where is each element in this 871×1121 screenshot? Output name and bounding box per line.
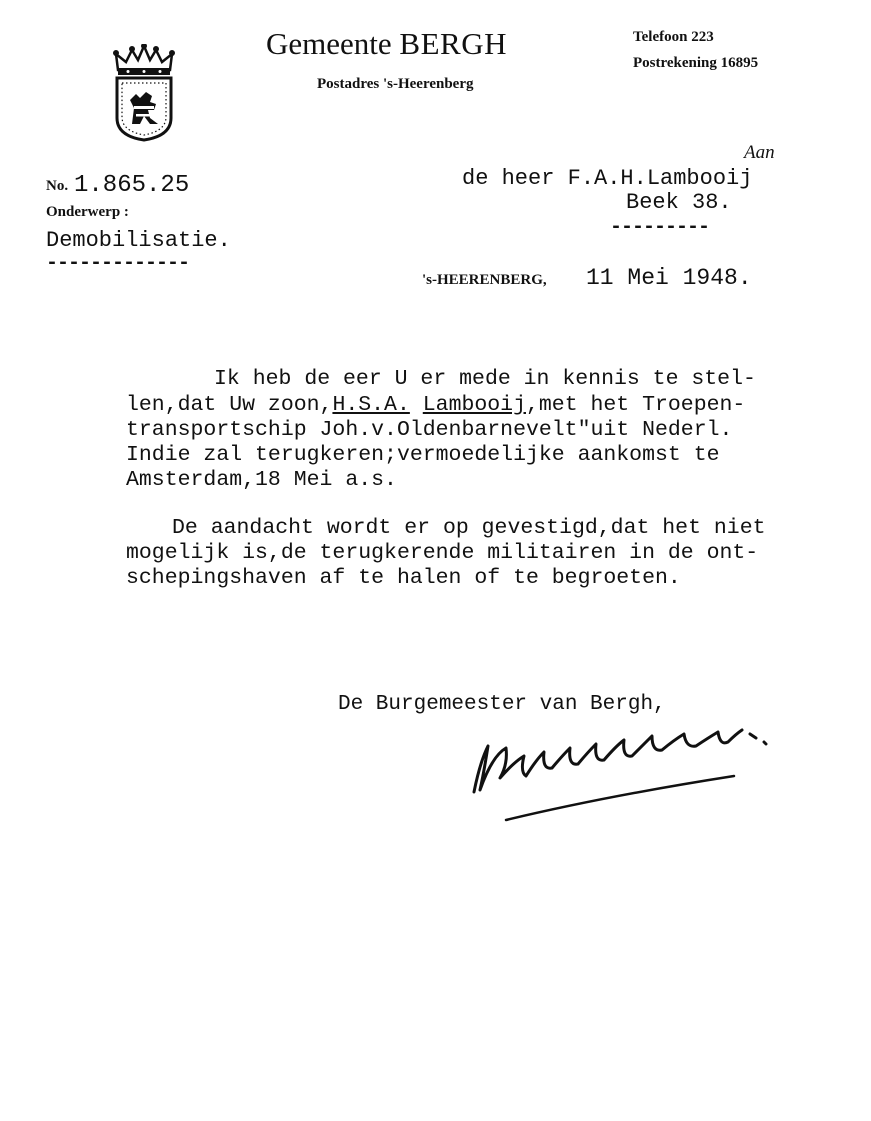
- body-paragraph-1-line-1: Ik heb de eer U er mede in kennis te stel-: [214, 367, 756, 391]
- reference-number-value: 1.865.25: [74, 172, 190, 199]
- signature: [466, 712, 776, 830]
- addressee-label: Aan: [744, 142, 775, 163]
- body-text: len,dat Uw zoon,: [126, 393, 333, 417]
- son-initials: H.S.A.: [332, 393, 410, 417]
- reference-number-label: No.: [46, 178, 69, 194]
- subject-label: Onderwerp :: [46, 204, 129, 220]
- letterhead-title: [266, 26, 507, 62]
- closing-line: De Burgemeester van Bergh,: [338, 693, 666, 716]
- body-paragraph-2-line-3: schepingshaven af te halen of te begroeten.: [126, 566, 681, 590]
- postal-address: Postadres 's-Heerenberg: [317, 76, 474, 92]
- postal-account-number: Postrekening 16895: [633, 55, 759, 71]
- letterhead-title-prefix: Gemeente: [266, 26, 392, 61]
- recipient-divider: ---------: [610, 216, 710, 239]
- body-paragraph-1-line-3: transportschip Joh.v.Oldenbarnevelt"uit Nederl.: [126, 418, 733, 442]
- letterhead-title-name: BERGH: [399, 26, 507, 61]
- body-paragraph-2-line-2: mogelijk is,de terugkerende militairen in de ont-: [126, 541, 759, 565]
- body-text: [410, 393, 423, 417]
- recipient-name: de heer F.A.H.Lambooij: [462, 166, 753, 191]
- body-paragraph-1-line-2: [126, 393, 745, 417]
- telephone-number: Telefoon 223: [633, 29, 714, 45]
- recipient-address: Beek 38.: [626, 190, 732, 215]
- dateline-place: 's-HEERENBERG,: [422, 272, 547, 288]
- son-surname: Lambooij: [422, 393, 526, 417]
- municipal-crest-icon: [112, 44, 176, 142]
- subject-value: Demobilisatie.: [46, 228, 231, 253]
- dateline-date: 11 Mei 1948.: [586, 265, 752, 291]
- body-text: ,met het Troepen-: [525, 393, 746, 417]
- body-paragraph-1-line-5: Amsterdam,18 Mei a.s.: [126, 468, 397, 492]
- body-paragraph-1-line-4: Indie zal terugkeren;vermoedelijke aankomst te: [126, 443, 720, 467]
- body-paragraph-2-line-1: De aandacht wordt er op gevestigd,dat het niet: [172, 516, 766, 540]
- subject-divider: -------------: [46, 252, 190, 275]
